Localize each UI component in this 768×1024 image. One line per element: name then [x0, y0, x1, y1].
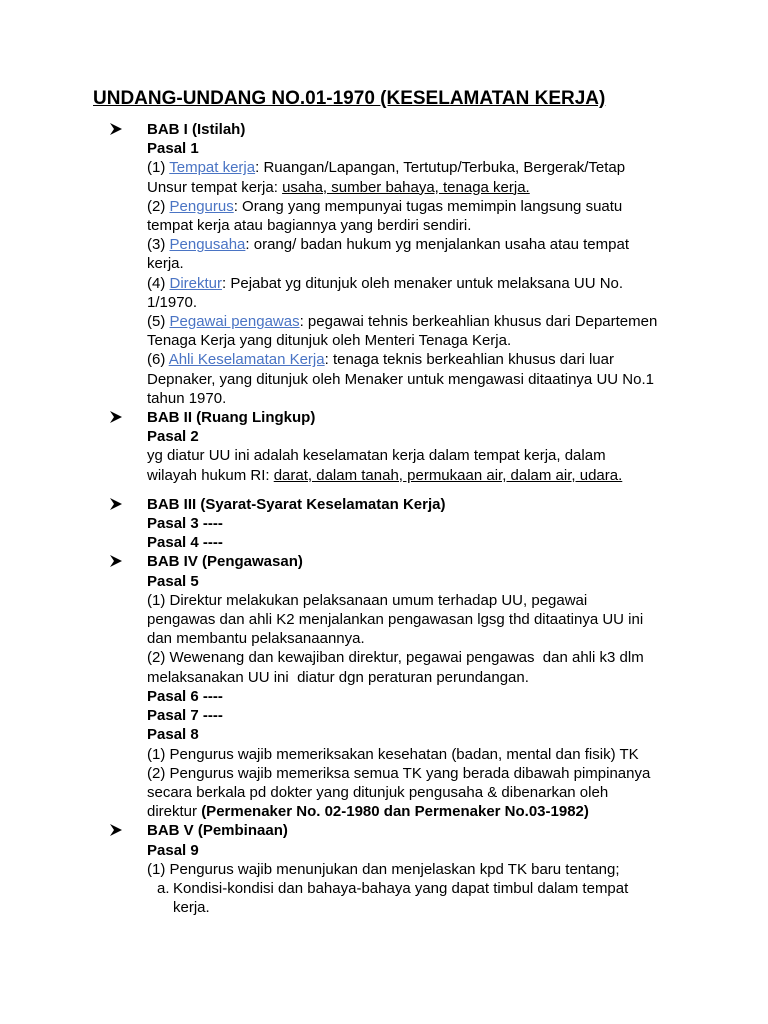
paragraph-text: (1) Pengurus wajib menunjukan dan menjelaskan kpd TK baru tentang; — [147, 860, 620, 878]
definition-text: tempat kerja atau bagiannya yang berdiri sendiri. — [147, 217, 472, 235]
bab-5 — [110, 821, 710, 917]
paragraph-text: melaksanakan UU ini diatur dgn peraturan perundangan. — [147, 668, 529, 686]
bab-3 — [110, 495, 710, 553]
term-link[interactable]: Direktur — [169, 274, 223, 292]
definition-detail: Unsur tempat kerja: usaha, sumber bahaya, tenaga kerja. — [147, 178, 530, 196]
document-body — [110, 120, 710, 917]
paragraph-text: yg diatur UU ini adalah keselamatan kerja dalam tempat kerja, dalam — [147, 447, 606, 465]
arrow-bullet-icon — [110, 408, 124, 427]
arrow-bullet-icon — [110, 552, 124, 571]
definition-text: Depnaker, yang ditunjuk oleh Menaker untuk mengawasi ditaatinya UU No.1 — [147, 370, 654, 388]
term-link[interactable]: Ahli Keselamatan Kerja — [168, 351, 325, 369]
pasal-heading: Pasal 2 — [147, 428, 199, 446]
bab-4 — [110, 552, 710, 821]
list-marker: a. — [157, 879, 170, 897]
paragraph-text: wilayah hukum RI: darat, dalam tanah, permukaan air, dalam air, udara. — [147, 466, 623, 484]
bab-heading: BAB V (Pembinaan) — [147, 822, 288, 840]
definition-item: (5) Pegawai pengawas: pegawai tehnis berkeahlian khusus dari Departemen — [147, 313, 658, 331]
bab-2 — [110, 408, 710, 485]
paragraph-text: pengawas dan ahli K2 menjalankan pengawasan lgsg thd ditaatinya UU ini — [147, 611, 644, 629]
paragraph-text: (1) Direktur melakukan pelaksanaan umum terhadap UU, pegawai — [147, 591, 588, 609]
definition-item: (4) Direktur: Pejabat yg ditunjuk oleh menaker untuk melaksana UU No. — [147, 274, 624, 292]
arrow-bullet-icon — [110, 821, 124, 840]
paragraph-text: dan membantu pelaksanaannya. — [147, 630, 365, 648]
pasal-heading: Pasal 3 ---- — [147, 515, 223, 533]
pasal-heading: Pasal 8 — [147, 726, 199, 744]
term-link[interactable]: Pegawai pengawas — [169, 313, 300, 331]
term-link[interactable]: Pengurus — [169, 197, 234, 215]
pasal-heading: Pasal 6 ---- — [147, 687, 223, 705]
arrow-bullet-icon — [110, 120, 124, 139]
pasal-heading: Pasal 5 — [147, 572, 199, 590]
definition-text: Tenaga Kerja yang ditunjuk oleh Menteri Tenaga Kerja. — [147, 332, 512, 350]
bab-heading: BAB II (Ruang Lingkup) — [147, 409, 316, 427]
term-link[interactable]: Pengusaha — [169, 236, 246, 254]
pasal-heading: Pasal 1 — [147, 140, 199, 158]
pasal-heading: Pasal 9 — [147, 841, 199, 859]
definition-text: 1/1970. — [147, 293, 198, 311]
definition-text: tahun 1970. — [147, 389, 227, 407]
definition-item: (3) Pengusaha: orang/ badan hukum yg menjalankan usaha atau tempat — [147, 236, 629, 254]
bab-heading: BAB IV (Pengawasan) — [147, 553, 303, 571]
pasal-heading: Pasal 4 ---- — [147, 534, 223, 552]
bab-1 — [110, 120, 710, 408]
list-item — [147, 879, 710, 917]
definition-item: (2) Pengurus: Orang yang mempunyai tugas memimpin langsung suatu — [147, 197, 623, 215]
paragraph-text: direktur (Permenaker No. 02-1980 dan Permenaker No.03-1982) — [147, 803, 589, 821]
bab-heading: BAB III (Syarat-Syarat Keselamatan Kerja) — [147, 495, 446, 513]
bab-heading: BAB I (Istilah) — [147, 121, 246, 138]
paragraph-text: (1) Pengurus wajib memeriksakan kesehatan (badan, mental dan fisik) TK — [147, 745, 639, 763]
list-item-text: Kondisi-kondisi dan bahaya-bahaya yang dapat timbul dalam tempat — [173, 879, 629, 897]
paragraph-text: (2) Pengurus wajib memeriksa semua TK yang berada dibawah pimpinanya — [147, 764, 651, 782]
pasal-heading: Pasal 7 ---- — [147, 707, 223, 725]
paragraph-text: secara berkala pd dokter yang ditunjuk pengusaha & dibenarkan oleh — [147, 783, 609, 801]
paragraph-text: (2) Wewenang dan kewajiban direktur, pegawai pengawas dan ahli k3 dlm — [147, 649, 644, 667]
definition-item: (1) Tempat kerja: Ruangan/Lapangan, Tertutup/Terbuka, Bergerak/Tetap — [147, 159, 626, 177]
definition-text: kerja. — [147, 255, 184, 273]
definition-item: (6) Ahli Keselamatan Kerja: tenaga teknis berkeahlian khusus dari luar — [147, 351, 614, 369]
list-item-text: kerja. — [173, 899, 210, 917]
term-link[interactable]: Tempat kerja — [169, 159, 256, 177]
arrow-bullet-icon — [110, 495, 124, 514]
regulation-reference: (Permenaker No. 02-1980 dan Permenaker No.03-1982) — [201, 803, 589, 821]
paragraph-gap — [110, 485, 710, 495]
document-title: UNDANG-UNDANG NO.01-1970 (KESELAMATAN KERJA) — [93, 88, 606, 109]
